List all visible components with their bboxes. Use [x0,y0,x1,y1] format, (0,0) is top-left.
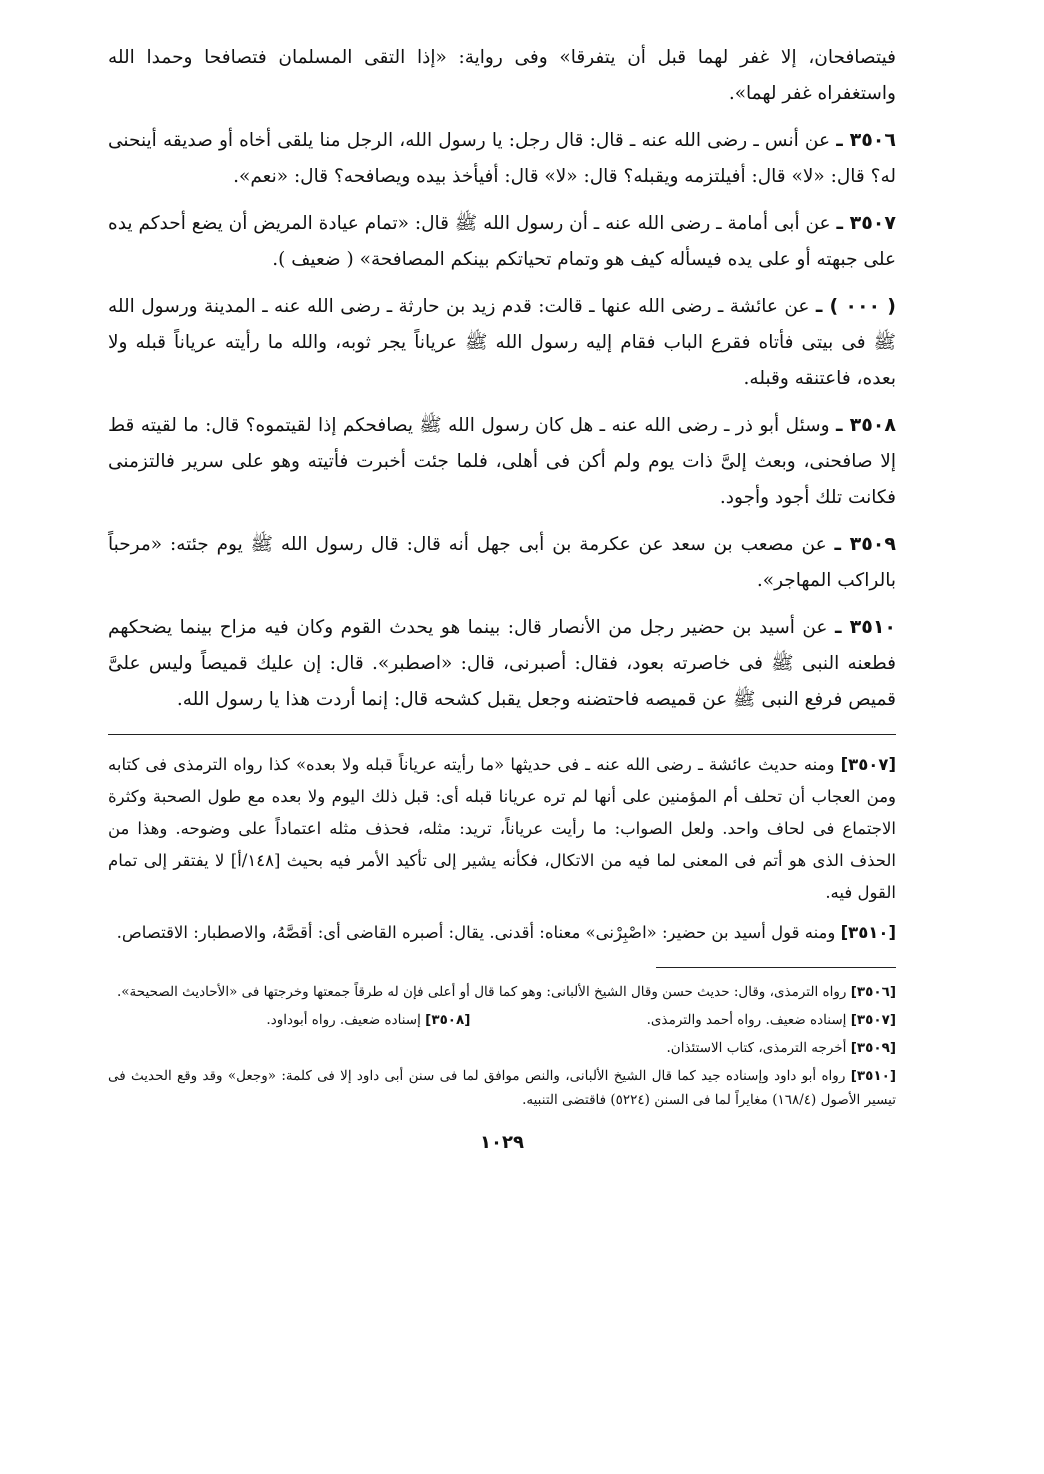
footnote-body: أخرجه الترمذى، كتاب الاستئذان. [666,1040,847,1056]
footnote-body: رواه أبو داود وإسناده جيد كما قال الشيخ الألبانى، والنص موافق لما فى سنن أبى داود إلا فى كلمة: «وجعل» وقد وقع الحديث فى تيسير الأصول (١٦٨/٤) مغايراً لما فى السنن (٥٢٢٤) فاقتضى التنبيه. [108,1068,896,1108]
hadith-text [108,40,896,718]
hadith-number: ( ٠٠٠ ) ـ [815,295,896,317]
hadith-3509 [108,526,896,599]
commentary-ref: [٣٥١٠] [840,923,896,942]
hadith-body: عن عائشة ـ رضى الله عنها ـ قالت: قدم زيد بن حارثة ـ رضى الله عنه ـ المدينة ورسول الله ﷺ فى بيتى فأتاه فقرع الباب فقام إليه رسول الله ﷺ عرياناً يجر ثوبه، والله ما رأيته عرياناً قبله ولا بعده، فاعتنقه وقبله. [108,296,896,389]
footnote-row [108,1008,896,1032]
commentary-3510 [108,917,896,949]
paragraph-text: فيتصافحان، إلا غفر لهما قبل أن يتفرقا» وفى رواية: «إذا التقى المسلمان فتصافحا وحمدا الله واستغفراه غفر لهما». [108,47,896,104]
commentary-ref: [٣٥٠٧] [840,755,896,774]
footnote-body: إسناده ضعيف. رواه أحمد والترمذى. [646,1012,847,1028]
divider-line [108,734,896,735]
hadith-body: عن أنس ـ رضى الله عنه ـ قال: قال رجل: يا رسول الله، الرجل منا يلقى أخاه أو صديقه أينحنى له؟ قال: «لا» قال: أفيلتزمه ويقبله؟ قال: «لا» قال: أفيأخذ بيده ويصافحه؟ قال: «نعم». [108,130,896,187]
footnotes-section [108,980,896,1112]
hadith-body: عن أسيد بن حضير رجل من الأنصار قال: بينما هو يحدث القوم وكان فيه مزاح بينما يضحكهم فطعنه النبى ﷺ فى خاصرته بعود، فقال: أصبرنى، قال: «اصطبر». قال: إن عليك قميصاً وليس علىَّ قميص فرفع النبى ﷺ عن قميصه فاحتضنه وجعل يقبل كشحه قال: إنما أردت هذا يا رسول الله. [108,617,896,710]
hadith-3508 [108,407,896,516]
hadith-3506 [108,122,896,195]
hadith-body: وسئل أبو ذر ـ رضى الله عنه ـ هل كان رسول الله ﷺ يصافحكم إذا لقيتموه؟ قال: ما لقيته قط إلا صافحنى، وبعث إلىَّ ذات يوم ولم أكن فى أهلى، فلما جئت أخبرت فأتيته وهو على سرير فالتزمنى فكانت تلك أجود وأجود. [108,415,896,508]
footnote-ref: [٣٥٠٧] [850,1012,896,1028]
footnote-divider [656,967,896,968]
footnote-body: إسناده ضعيف. رواه أبوداود. [266,1012,421,1028]
footnote-3506 [108,980,896,1004]
hadith-body: عن مصعب بن سعد عن عكرمة بن أبى جهل أنه قال: قال رسول الله ﷺ يوم جئته: «مرحباً بالراكب المهاجر». [108,534,896,591]
footnote-ref: [٣٥٠٨] [425,1012,471,1028]
hadith-3510 [108,609,896,718]
footnote-ref: [٣٥٠٦] [850,984,896,1000]
footnote-3510 [108,1064,896,1112]
footnote-ref: [٣٥١٠] [850,1068,896,1084]
hadith-number: ٣٥٠٦ ـ [836,129,896,151]
hadith-body: عن أبى أمامة ـ رضى الله عنه ـ أن رسول الله ﷺ قال: «تمام عيادة المريض أن يضع أحدكم يده على جبهته أو على يده فيسأله كيف هو وتمام تحياتكم بينكم المصافحة» ( ضعيف ). [108,213,896,270]
commentary-section [108,749,896,949]
paragraph-continuation [108,40,896,112]
page-number: ١٠٢٩ [480,1132,524,1153]
commentary-body: ومنه قول أسيد بن حضير: «اصْبِرْنى» معناه: أقدنى. يقال: أصبره القاضى أى: أقصَّهُ، والاصطبار: الاقتصاص. [116,923,836,942]
hadith-3507 [108,205,896,278]
footnote-3507 [470,1008,896,1032]
footnote-body: رواه الترمذى، وقال: حديث حسن وقال الشيخ الألبانى: وهو كما قال أو أعلى فإن له طرقاً جمعتها وخرجتها فى «الأحاديث الصحيحة». [117,984,847,1000]
hadith-number: ٣٥١٠ ـ [834,616,897,638]
hadith-number: ٣٥٠٧ ـ [836,212,896,234]
hadith-number: ٣٥٠٨ ـ [836,414,896,436]
hadith-unnumbered [108,288,896,397]
hadith-number: ٣٥٠٩ ـ [834,533,896,555]
commentary-3507 [108,749,896,909]
footnote-3509 [108,1036,896,1060]
commentary-body: ومنه حديث عائشة ـ رضى الله عنه ـ فى حديثها «ما رأيته عرياناً قبله ولا بعده» كذا رواه الترمذى فى كتابه ومن العجاب أن تحلف أم المؤمنين على أنها لم تره عريانا قبله أى: قبل ذلك اليوم ولا بعده مع طول الصحبة وكثرة الاجتماع فى لحاف واحد. ولعل الصواب: ما رأيت عرياناً، تريد: مثله، فحذف مثله اعتماداً على وضوحه. وهذا من الحذف الذى هو أتم فى المعنى لما فيه من الاتكال، فكأنه يشير إلى تأكيد الأمر فيه بحيث [١٤٨/أ] لا يفتقر إلى تمام القول فيه. [108,755,897,902]
footnote-ref: [٣٥٠٩] [850,1040,896,1056]
footnote-3508 [108,1008,470,1032]
